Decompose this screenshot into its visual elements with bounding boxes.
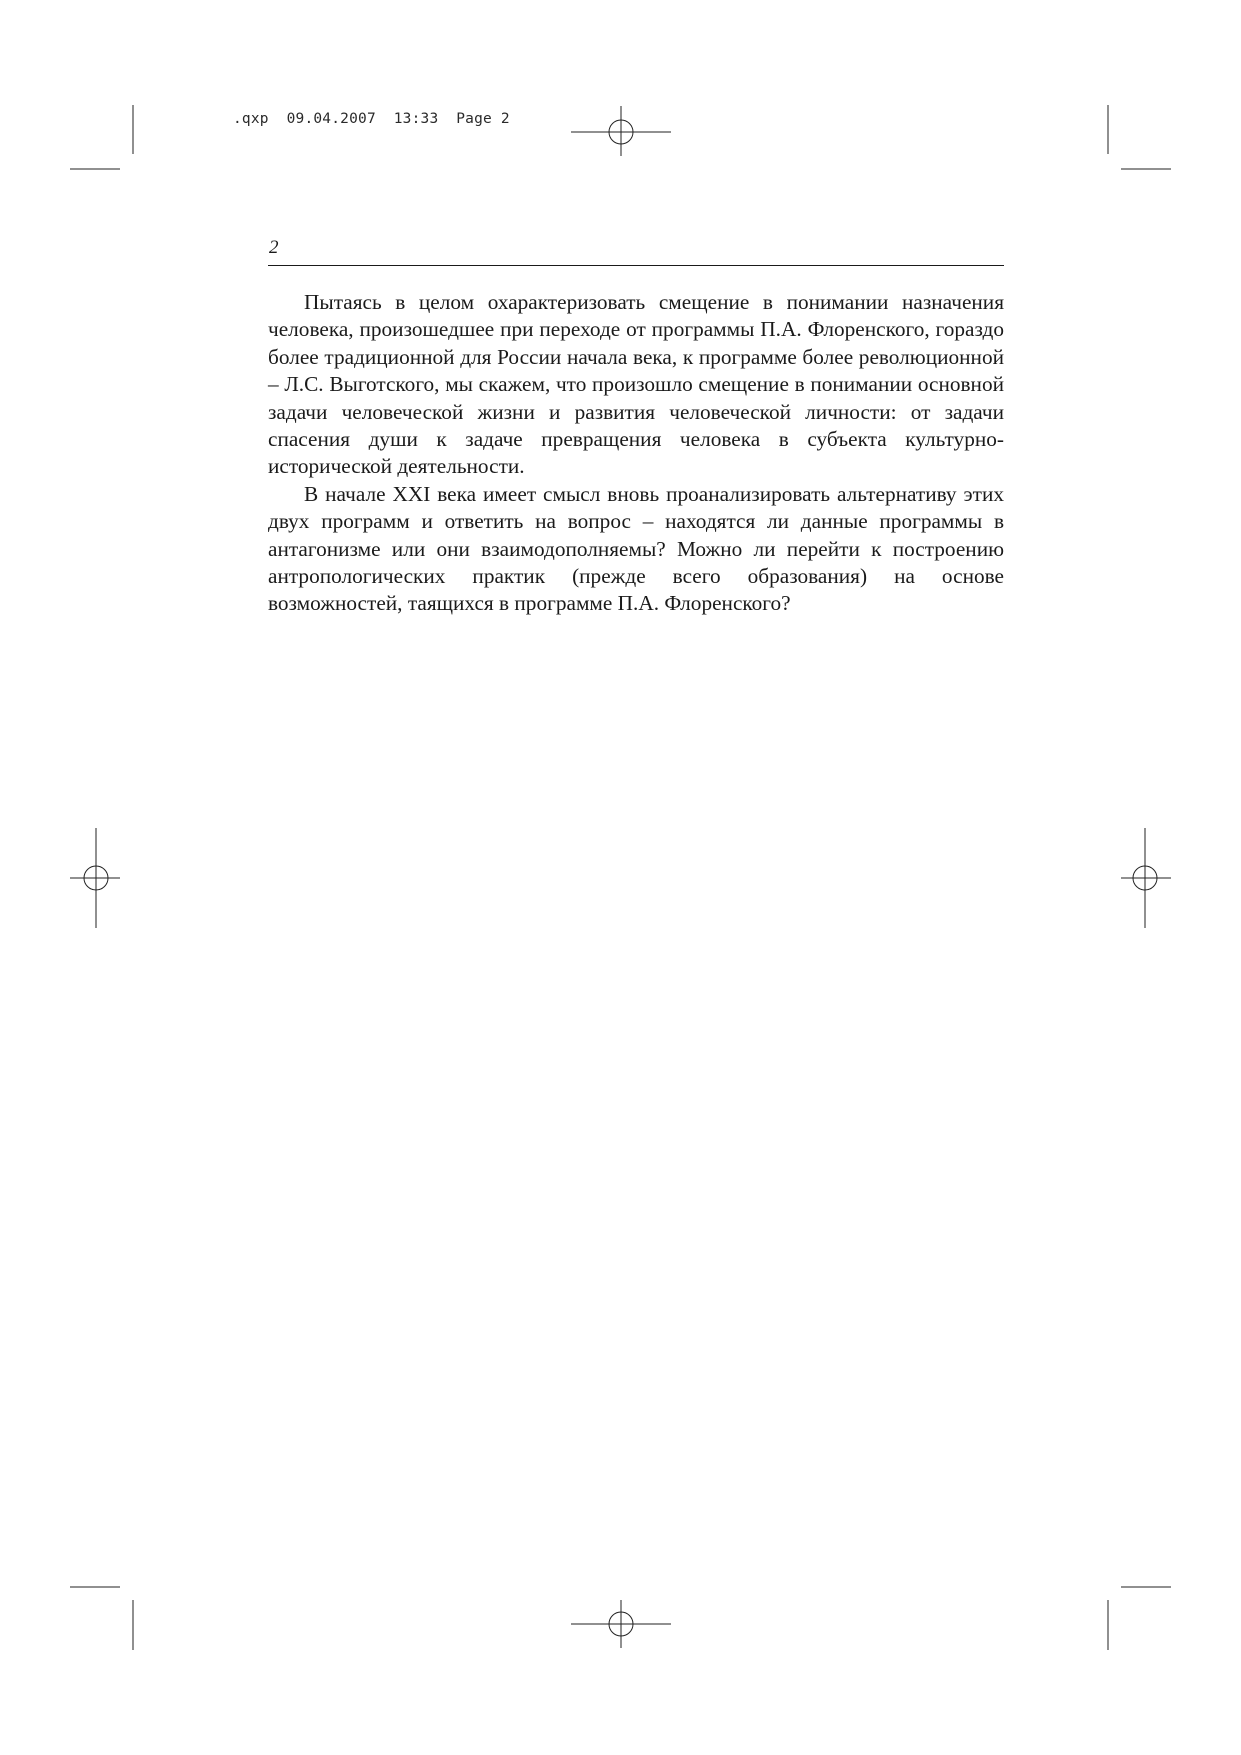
- registration-mark-top: [571, 106, 671, 156]
- page-number: 2: [269, 237, 279, 258]
- paragraph: Пытаясь в целом охарактеризовать смещение в понимании назначения человека, произошедшее при переходе от программы П.А. Флоренского, гораздо более традиционной для России начала века, к программе более революционной – Л.С. Выготского, мы скажем, что произошло смещение в понимании основной задачи человеческой жизни и развития человеческой личности: от задачи спасения души к задаче превращения человека в субъекта культурно-исторической деятельности.: [268, 290, 1004, 479]
- registration-mark-bottom: [571, 1600, 671, 1648]
- running-head: [268, 237, 1004, 266]
- print-slug: .qxp 09.04.2007 13:33 Page 2: [233, 111, 510, 127]
- paragraph: В начале XXI века имеет смысл вновь проанализировать альтернативу этих двух программ и ответить на вопрос – находятся ли данные программы в антагонизме или они взаимодополняемы? Можно ли перейти к построению антропологических практик (прежде всего образования) на основе возможностей, таящихся в программе П.А. Флоренского?: [268, 481, 1004, 616]
- registration-mark-right: [1121, 828, 1171, 928]
- body-text: [268, 289, 1004, 618]
- registration-mark-left: [70, 828, 120, 928]
